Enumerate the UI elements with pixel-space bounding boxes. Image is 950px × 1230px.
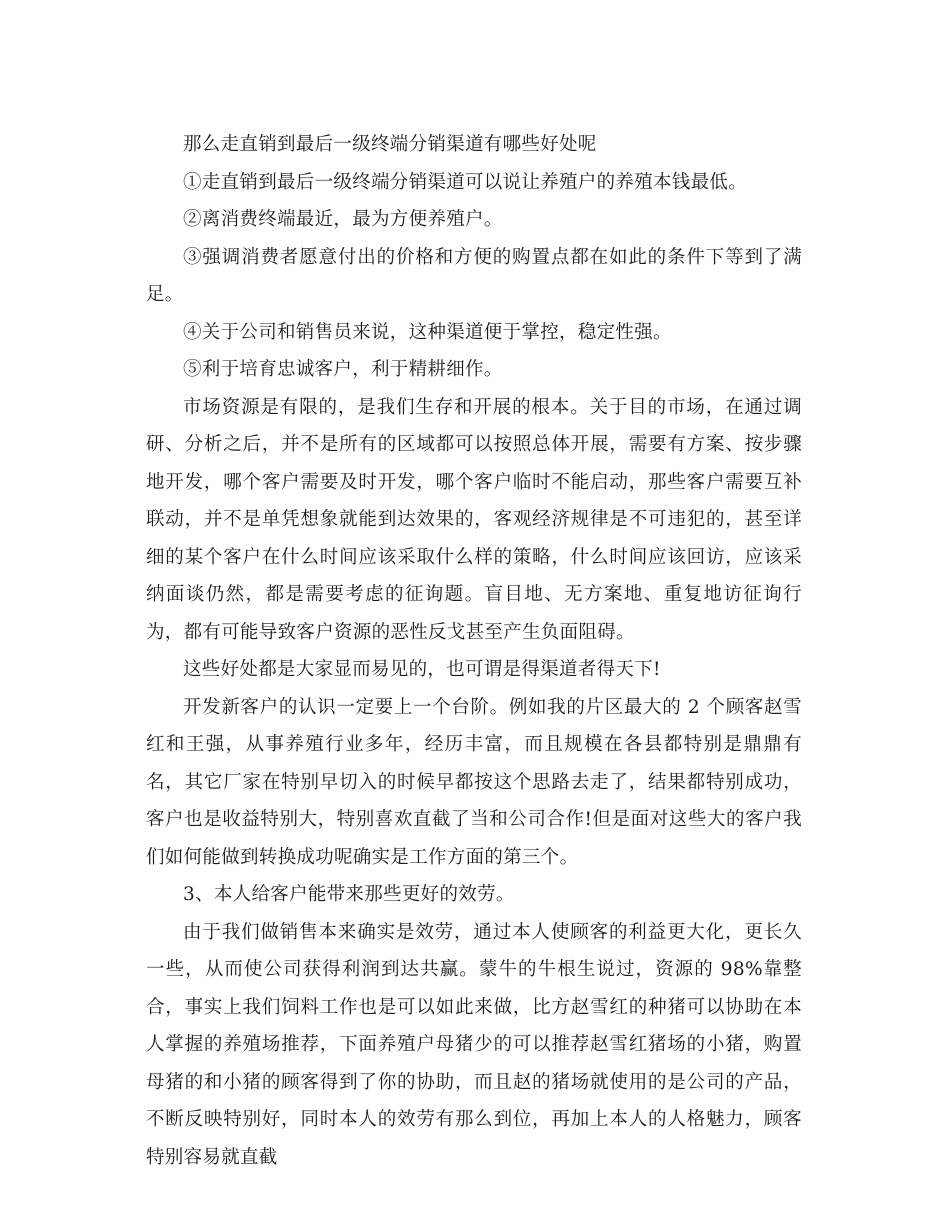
paragraph-new-customers: 开发新客户的认识一定要上一个台阶。例如我的片区最大的 2 个顾客赵雪红和王强，从事养殖行业多年，经历丰富，而且规模在各县都特别是鼎鼎有名，其它厂家在特别早切入的时候早都按这个思路去走了，结果都特别成功，客户也是收益特别大，特别喜欢直截了当和公司合作!但是面对这些大的客户我们如何能做到转换成功呢确实是工作方面的第三个。 <box>146 696 802 868</box>
paragraph-market-resources: 市场资源是有限的，是我们生存和开展的根本。关于目的市场，在通过调研、分析之后，并不是所有的区域都可以按照总体开展，需要有方案、按步骤地开发，哪个客户需要及时开发，哪个客户临时不能启动，那些客户需要互补联动，并不是单凭想象就能到达效果的，客观经济规律是不可违犯的，甚至详细的某个客户在什么时间应该采取什么样的策略，什么时间应该回访，应该采纳面谈仍然，都是需要考虑的征询题。盲目地、无方案地、重复地访征询行为，都有可能导致客户资源的恶性反戈甚至产生负面阻碍。 <box>146 396 802 643</box>
paragraph-benefit-1: ①走直销到最后一级终端分销渠道可以说让养殖户的养殖本钱最低。 <box>183 171 748 193</box>
paragraph-direct-sales-benefits-question: 那么走直销到最后一级终端分销渠道有哪些好处呢 <box>183 134 597 155</box>
paragraph-section-3-heading: 3、本人给客户能带来那些更好的效劳。 <box>183 884 515 905</box>
paragraph-channel-summary: 这些好处都是大家显而易见的，也可谓是得渠道者得天下! <box>183 659 661 680</box>
document-body <box>146 126 802 1176</box>
paragraph-benefit-5: ⑤利于培育忠诚客户，利于精耕细作。 <box>183 359 503 380</box>
paragraph-benefit-4: ④关于公司和销售员来说，这种渠道便于掌控，稳定性强。 <box>183 321 672 343</box>
paragraph-benefit-3: ③强调消费者愿意付出的价格和方便的购置点都在如此的条件下等到了满足。 <box>146 246 802 305</box>
paragraph-service-value: 由于我们做销售本来确实是效劳，通过本人使顾客的利益更大化，更长久一些，从而使公司获得利润到达共赢。蒙牛的牛根生说过，资源的 98%靠整合，事实上我们饲料工作也是可以如此来做，比方赵雪红的种猪可以协助在本人掌握的养殖场推荐，下面养殖户母猪少的可以推荐赵雪红猪场的小猪，购置母猪的和小猪的顾客得到了你的协助，而且赵的猪场就使用的是公司的产品，不断反映特别好，同时本人的效劳有那么到位，再加上本人的人格魅力，顾客特别容易就直截 <box>146 921 802 1168</box>
paragraph-benefit-2: ②离消费终端最近，最为方便养殖户。 <box>183 209 503 230</box>
